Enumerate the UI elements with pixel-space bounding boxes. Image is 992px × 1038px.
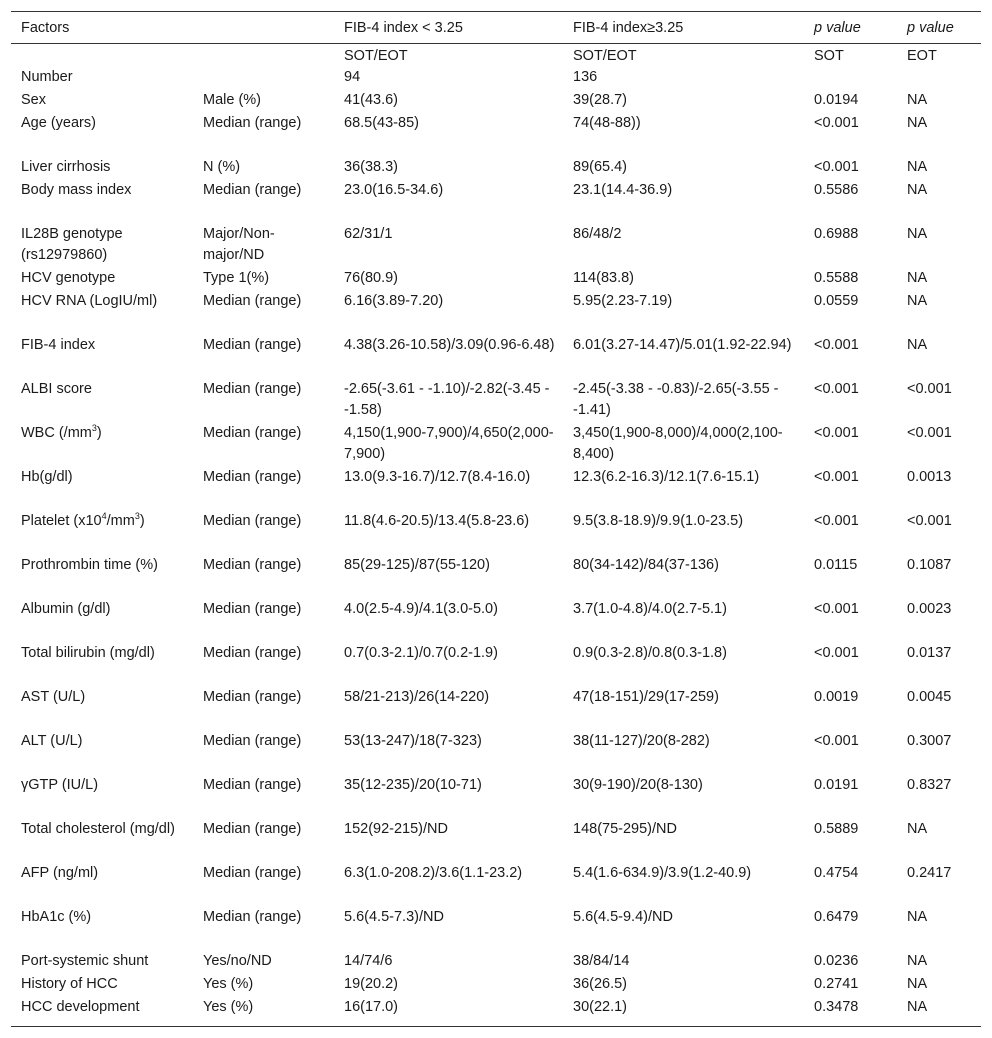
cell-p-eot: NA xyxy=(907,337,928,353)
cell-fib4-low: 76(80.9) xyxy=(344,270,399,286)
table-row xyxy=(11,157,981,180)
factor-label: ALT (U/L) xyxy=(21,733,83,749)
cell-p-sot: 0.0019 xyxy=(814,689,859,705)
cell-factor xyxy=(11,974,193,997)
cell-unit: Yes (%) xyxy=(203,999,254,1015)
factor-label: Liver cirrhosis xyxy=(21,159,111,175)
table-row xyxy=(11,511,981,555)
factor-label: Body mass index xyxy=(21,182,132,198)
cell-p-sot: 0.5889 xyxy=(814,821,859,837)
cell-unit: Median (range) xyxy=(203,337,302,353)
cell-p-sot: <0.001 xyxy=(814,513,859,529)
cell-p-sot: <0.001 xyxy=(814,733,859,749)
factor-label: ALBI score xyxy=(21,381,92,397)
cell-p-eot: NA xyxy=(907,159,928,175)
cell-fib4-low: 14/74/6 xyxy=(344,953,393,969)
cell-factor xyxy=(11,268,193,291)
cell-p-sot: 0.0191 xyxy=(814,777,859,793)
cell-p-sot: 0.5586 xyxy=(814,182,859,198)
cell-factor xyxy=(11,291,193,335)
factor-label: Prothrombin time (%) xyxy=(21,557,158,573)
factor-label: AST (U/L) xyxy=(21,689,86,705)
cell-fib4-high: 86/48/2 xyxy=(573,226,622,242)
header-unit xyxy=(193,12,334,44)
cell-fib4-high: 38(11-127)/20(8-282) xyxy=(573,733,710,749)
factor-label: HCC development xyxy=(21,999,140,1015)
cell-unit: Median (range) xyxy=(203,381,302,397)
cell-p-sot xyxy=(804,67,897,90)
factor-label: Sex xyxy=(21,92,46,108)
cell-factor xyxy=(11,423,193,467)
cell-factor xyxy=(11,379,193,423)
cell-p-eot: NA xyxy=(907,999,928,1015)
cell-fib4-low: 6.16(3.89-7.20) xyxy=(344,293,444,309)
table-row xyxy=(11,555,981,599)
cell-fib4-high: 38/84/14 xyxy=(573,953,630,969)
cell-fib4-high: 23.1(14.4-36.9) xyxy=(573,182,673,198)
table-row xyxy=(11,90,981,113)
table-row xyxy=(11,907,981,951)
table-row xyxy=(11,687,981,731)
cell-fib4-high: 12.3(6.2-16.3)/12.1(7.6-15.1) xyxy=(573,469,760,485)
factor-label: Total bilirubin (mg/dl) xyxy=(21,645,155,661)
cell-fib4-low: 85(29-125)/87(55-120) xyxy=(344,557,490,573)
table-row xyxy=(11,599,981,643)
cell-p-sot: 0.5588 xyxy=(814,270,859,286)
subheader-fib4-low: SOT/EOT xyxy=(344,48,408,64)
header-p-value-sot: p value xyxy=(814,19,861,36)
cell-p-eot: NA xyxy=(907,976,928,992)
cell-p-eot: NA xyxy=(907,821,928,837)
cell-p-sot: 0.0236 xyxy=(814,953,859,969)
cell-fib4-high: 9.5(3.8-18.9)/9.9(1.0-23.5) xyxy=(573,513,744,529)
cell-unit: Median (range) xyxy=(203,865,302,881)
cell-fib4-low: 41(43.6) xyxy=(344,92,399,108)
cell-unit: Median (range) xyxy=(203,469,302,485)
table-body xyxy=(11,44,981,1027)
table-row xyxy=(11,379,981,423)
cell-fib4-low: 36(38.3) xyxy=(344,159,399,175)
table-row xyxy=(11,863,981,907)
cell-fib4-high: 3,450(1,900-8,000)/4,000(2,100-8,400) xyxy=(573,425,783,462)
cell-p-eot: NA xyxy=(907,92,928,108)
factor-label: HCV RNA (LogIU/ml) xyxy=(21,293,158,309)
table-row xyxy=(11,268,981,291)
cell-fib4-low: -2.65(-3.61 - -1.10)/-2.82(-3.45 - -1.58) xyxy=(344,381,550,418)
cell-p-eot: 0.3007 xyxy=(907,733,952,749)
cell-factor xyxy=(11,819,193,863)
cell-p-eot: <0.001 xyxy=(907,381,952,397)
cell-fib4-low: 94 xyxy=(344,69,361,85)
cell-fib4-low: 35(12-235)/20(10-71) xyxy=(344,777,482,793)
cell-fib4-low: 68.5(43-85) xyxy=(344,115,419,131)
cell-factor xyxy=(11,775,193,819)
cell-p-sot: <0.001 xyxy=(814,115,859,131)
factor-label: HbA1c (%) xyxy=(21,909,92,925)
cell-p-eot: NA xyxy=(907,293,928,309)
cell-fib4-high: 5.95(2.23-7.19) xyxy=(573,293,673,309)
cell-p-sot: 0.2741 xyxy=(814,976,859,992)
factor-label: FIB-4 index xyxy=(21,337,96,353)
cell-p-sot: <0.001 xyxy=(814,601,859,617)
cell-p-eot: <0.001 xyxy=(907,425,952,441)
cell-p-sot: <0.001 xyxy=(814,645,859,661)
cell-p-eot xyxy=(897,67,981,90)
table-container xyxy=(11,11,981,1027)
factor-label-tail: ) xyxy=(139,513,145,529)
header-fib4-low: FIB-4 index < 3.25 xyxy=(344,19,463,36)
table-row xyxy=(11,731,981,775)
cell-fib4-low: 5.6(4.5-7.3)/ND xyxy=(344,909,444,925)
table-row xyxy=(11,974,981,997)
cell-factor xyxy=(11,90,193,113)
cell-p-eot: 0.0023 xyxy=(907,601,952,617)
cell-p-sot: 0.0194 xyxy=(814,92,859,108)
cell-factor xyxy=(11,863,193,907)
cell-factor xyxy=(11,907,193,951)
table-row xyxy=(11,423,981,467)
cell-fib4-high: 148(75-295)/ND xyxy=(573,821,677,837)
cell-fib4-high: 30(9-190)/20(8-130) xyxy=(573,777,703,793)
subheader-sot: SOT xyxy=(814,48,844,64)
cell-fib4-low: 53(13-247)/18(7-323) xyxy=(344,733,482,749)
cell-unit: Median (range) xyxy=(203,182,302,198)
cell-fib4-low: 58/21-213)/26(14-220) xyxy=(344,689,490,705)
table-header xyxy=(11,12,981,44)
factor-label-mid: /mm xyxy=(106,513,135,529)
cell-p-sot: 0.0559 xyxy=(814,293,859,309)
subheader-eot: EOT xyxy=(907,48,937,64)
cell-fib4-high: 5.6(4.5-9.4)/ND xyxy=(573,909,673,925)
cell-fib4-low: 152(92-215)/ND xyxy=(344,821,448,837)
table-row xyxy=(11,180,981,224)
table-row xyxy=(11,291,981,335)
cell-factor xyxy=(11,511,193,555)
clinical-characteristics-table xyxy=(11,11,981,1027)
cell-unit: Yes (%) xyxy=(203,976,254,992)
header-factors: Factors xyxy=(21,19,70,36)
cell-fib4-high: 6.01(3.27-14.47)/5.01(1.92-22.94) xyxy=(573,337,792,353)
cell-p-eot: 0.1087 xyxy=(907,557,952,573)
cell-factor xyxy=(11,467,193,511)
cell-p-eot: NA xyxy=(907,270,928,286)
cell-fib4-high: 136 xyxy=(573,69,598,85)
header-row xyxy=(11,12,981,44)
cell-fib4-high: 3.7(1.0-4.8)/4.0(2.7-5.1) xyxy=(573,601,727,617)
cell-fib4-low: 4.38(3.26-10.58)/3.09(0.96-6.48) xyxy=(344,337,555,353)
factor-label: WBC (/mm xyxy=(21,425,92,441)
cell-factor xyxy=(11,951,193,974)
factor-label: Number xyxy=(21,69,73,85)
factor-label: Platelet (x10 xyxy=(21,513,102,529)
factor-label-tail: ) xyxy=(96,425,102,441)
cell-fib4-high: 0.9(0.3-2.8)/0.8(0.3-1.8) xyxy=(573,645,727,661)
cell-p-eot: NA xyxy=(907,115,928,131)
factor-label: Total cholesterol (mg/dl) xyxy=(21,821,175,837)
cell-fib4-high: 80(34-142)/84(37-136) xyxy=(573,557,719,573)
cell-p-sot: <0.001 xyxy=(814,469,859,485)
cell-factor xyxy=(11,555,193,599)
cell-fib4-high: 39(28.7) xyxy=(573,92,628,108)
factor-label: AFP (ng/ml) xyxy=(21,865,99,881)
cell-unit: Median (range) xyxy=(203,909,302,925)
cell-unit: Median (range) xyxy=(203,115,302,131)
cell-fib4-low: 62/31/1 xyxy=(344,226,393,242)
cell-factor xyxy=(11,599,193,643)
cell-p-sot: 0.0115 xyxy=(814,557,858,573)
cell-factor xyxy=(11,224,193,268)
cell-p-sot: <0.001 xyxy=(814,159,859,175)
cell-fib4-high: 47(18-151)/29(17-259) xyxy=(573,689,719,705)
cell-factor xyxy=(11,157,193,180)
factor-label: Port-systemic shunt xyxy=(21,953,149,969)
factor-label: Hb(g/dl) xyxy=(21,469,73,485)
cell-p-eot: <0.001 xyxy=(907,513,952,529)
cell-p-eot: 0.2417 xyxy=(907,865,952,881)
factor-superscript: 4 xyxy=(101,511,107,521)
cell-unit: Median (range) xyxy=(203,689,302,705)
table-row xyxy=(11,819,981,863)
factor-label: Age (years) xyxy=(21,115,96,131)
cell-p-sot: <0.001 xyxy=(814,381,859,397)
cell-fib4-high: -2.45(-3.38 - -0.83)/-2.65(-3.55 - -1.41) xyxy=(573,381,779,418)
cell-p-sot: <0.001 xyxy=(814,337,859,353)
cell-factor xyxy=(11,731,193,775)
factor-superscript: 3 xyxy=(91,423,97,433)
cell-fib4-low: 13.0(9.3-16.7)/12.7(8.4-16.0) xyxy=(344,469,531,485)
cell-p-eot: NA xyxy=(907,909,928,925)
cell-p-eot: NA xyxy=(907,953,928,969)
cell-p-eot: 0.0013 xyxy=(907,469,952,485)
cell-fib4-low: 4.0(2.5-4.9)/4.1(3.0-5.0) xyxy=(344,601,498,617)
cell-unit: Median (range) xyxy=(203,821,302,837)
cell-p-eot: 0.8327 xyxy=(907,777,952,793)
cell-factor xyxy=(11,687,193,731)
table-row xyxy=(11,67,981,90)
cell-fib4-low: 11.8(4.6-20.5)/13.4(5.8-23.6) xyxy=(344,513,530,529)
cell-unit: Median (range) xyxy=(203,733,302,749)
cell-p-eot: NA xyxy=(907,226,928,242)
cell-factor xyxy=(11,113,193,157)
cell-unit: Yes/no/ND xyxy=(203,953,272,969)
cell-factor xyxy=(11,67,193,90)
cell-unit: Median (range) xyxy=(203,293,302,309)
subheader-fib4-high: SOT/EOT xyxy=(573,48,637,64)
cell-fib4-low: 16(17.0) xyxy=(344,999,399,1015)
cell-fib4-high: 74(48-88)) xyxy=(573,115,641,131)
cell-unit: Median (range) xyxy=(203,513,302,529)
cell-fib4-low: 6.3(1.0-208.2)/3.6(1.1-23.2) xyxy=(344,865,523,881)
header-fib4-high: FIB-4 index≥3.25 xyxy=(573,19,684,36)
header-p-value-eot: p value xyxy=(907,19,954,36)
cell-unit: Type 1(%) xyxy=(203,270,270,286)
cell-unit: N (%) xyxy=(203,159,241,175)
cell-factor xyxy=(11,997,193,1027)
factor-label: History of HCC xyxy=(21,976,118,992)
cell-p-eot: 0.0045 xyxy=(907,689,952,705)
cell-factor xyxy=(11,335,193,379)
table-row xyxy=(11,224,981,268)
cell-unit: Median (range) xyxy=(203,557,302,573)
cell-fib4-high: 36(26.5) xyxy=(573,976,628,992)
table-row xyxy=(11,643,981,687)
table-row xyxy=(11,775,981,819)
cell-unit: Median (range) xyxy=(203,645,302,661)
factor-label: IL28B genotype (rs12979860) xyxy=(21,226,123,263)
cell-fib4-high: 114(83.8) xyxy=(573,270,634,286)
cell-p-eot: 0.0137 xyxy=(907,645,952,661)
subheader-row xyxy=(11,44,981,68)
cell-p-sot: 0.4754 xyxy=(814,865,859,881)
table-row xyxy=(11,467,981,511)
cell-fib4-low: 4,150(1,900-7,900)/4,650(2,000-7,900) xyxy=(344,425,554,462)
cell-fib4-high: 89(65.4) xyxy=(573,159,628,175)
cell-unit: Median (range) xyxy=(203,425,302,441)
cell-factor xyxy=(11,180,193,224)
table-row xyxy=(11,335,981,379)
cell-unit xyxy=(193,67,334,90)
cell-p-sot: <0.001 xyxy=(814,425,859,441)
table-row xyxy=(11,997,981,1027)
cell-unit: Male (%) xyxy=(203,92,262,108)
cell-fib4-high: 5.4(1.6-634.9)/3.9(1.2-40.9) xyxy=(573,865,752,881)
table-row xyxy=(11,113,981,157)
cell-factor xyxy=(11,643,193,687)
cell-p-sot: 0.3478 xyxy=(814,999,859,1015)
cell-p-sot: 0.6988 xyxy=(814,226,859,242)
cell-fib4-high: 30(22.1) xyxy=(573,999,628,1015)
cell-unit: Major/Non-major/ND xyxy=(203,226,275,263)
factor-superscript: 3 xyxy=(134,511,140,521)
subheader-unit xyxy=(193,44,334,68)
cell-unit: Median (range) xyxy=(203,777,302,793)
cell-p-eot: NA xyxy=(907,182,928,198)
cell-fib4-low: 0.7(0.3-2.1)/0.7(0.2-1.9) xyxy=(344,645,498,661)
cell-unit: Median (range) xyxy=(203,601,302,617)
factor-label: γGTP (IU/L) xyxy=(21,777,99,793)
cell-p-sot: 0.6479 xyxy=(814,909,859,925)
cell-fib4-low: 23.0(16.5-34.6) xyxy=(344,182,444,198)
cell-fib4-low: 19(20.2) xyxy=(344,976,399,992)
table-row xyxy=(11,951,981,974)
subheader-factors xyxy=(11,44,193,68)
factor-label: HCV genotype xyxy=(21,270,116,286)
factor-label: Albumin (g/dl) xyxy=(21,601,111,617)
